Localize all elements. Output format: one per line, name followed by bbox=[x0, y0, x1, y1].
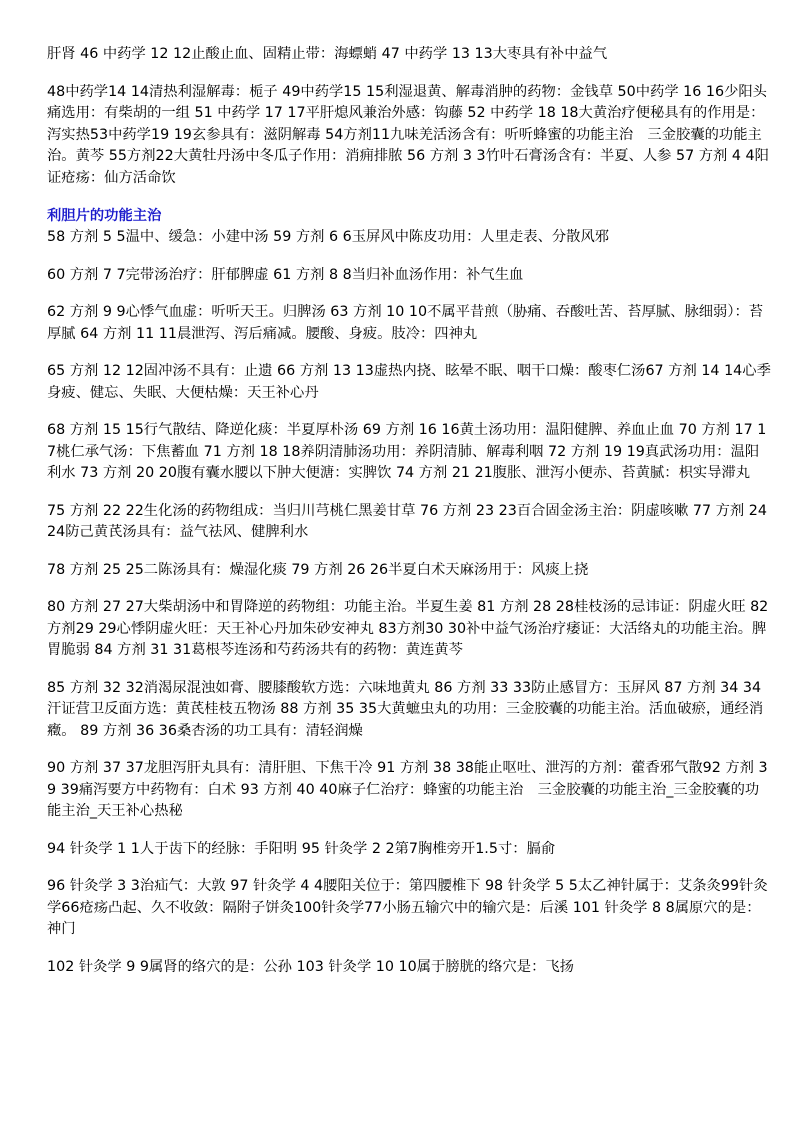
paragraph-7: 68 方剂 15 15行气散结、降逆化痰：半夏厚朴汤 69 方剂 16 16黄土汤功用：温阳健脾、养血止血 70 方剂 17 17桃仁承气汤：下焦蓄血 71 方剂 18 18养阴清肺汤功用：养阴清肺、解毒利咽 72 方剂 19 19真武汤功用：温阳利水 73 方剂 20 20腹有囊水腰以下肿大便溏：实脾饮 74 方剂 21 21腹胀、泄泻小便赤、苔黄腻：枳实导滞丸 bbox=[47, 422, 767, 481]
paragraph-2: 48中药学14 14清热利湿解毒：栀子 49中药学15 15利湿退黄、解毒消肿的药物：金钱草 50中药学 16 16少阳头痛选用：有柴胡的一组 51 中药学 17 17平肝熄风兼治外感：钩藤 52 中药学 18 18大黄治疗便秘具有的作用是：泻实热53中药学19 19玄参具有：滋阴解毒 54方剂11九味羌活汤含有：听听蜂蜜的功能主治 三金胶囊的功能主治。黄芩 55方剂22大黄牡丹汤中冬瓜子作用：消痈排脓 56 方剂 3 3竹叶石膏汤含有：半夏、人参 57 方剂 4 4阳证疮疡：仙方活命饮 bbox=[47, 83, 769, 186]
document-page bbox=[47, 44, 773, 994]
paragraph-11: 85 方剂 32 32消渴尿混浊如膏、腰膝酸软方选：六味地黄丸 86 方剂 33 33防止感冒方：玉屏风 87 方剂 34 34汗证营卫反面方选：黄芪桂枝五物汤 88 方剂 35 35大黄蟅虫丸的功用：三金胶囊的功能主治。活血破瘀，通经消癥。 89 方剂 36 36桑杏汤的功工具有：清轻润燥 bbox=[47, 679, 764, 739]
paragraph-6: 65 方剂 12 12固冲汤不具有：止遗 66 方剂 13 13虚热内挠、眩晕不眠、咽干口燥：酸枣仁汤67 方剂 14 14心季身疲、健忘、失眠、大便枯燥：天王补心丹 bbox=[47, 363, 771, 401]
paragraph-5: 62 方剂 9 9心悸气血虚：听听天王。归脾汤 63 方剂 10 10不属平昔煎（胁痛、吞酸吐苦、苔厚腻、脉细弱）：苔厚腻 64 方剂 11 11晨泄泻、泻后痛减。腰酸、身疲。肢冷：四神丸 bbox=[47, 304, 764, 342]
paragraph-9: 78 方剂 25 25二陈汤具有：燥湿化痰 79 方剂 26 26半夏白术天麻汤用于：风痰上挠 bbox=[47, 561, 589, 578]
paragraph-3: 58 方剂 5 5温中、缓急：小建中汤 59 方剂 6 6玉屏风中陈皮功用：人里走表、分散风邪 bbox=[47, 229, 610, 245]
paragraph-4: 60 方剂 7 7完带汤治疗：肝郁脾虚 61 方剂 8 8当归补血汤作用：补气生血 bbox=[47, 266, 524, 283]
paragraph-10: 80 方剂 27 27大柴胡汤中和胃降逆的药物组：功能主治。半夏生姜 81 方剂 28 28桂枝汤的忌讳证：阴虚火旺 82方剂29 29心悸阴虚火旺：天王补心丹加朱砂安神丸 83方剂30 30补中益气汤治疗痿证：大活络丸的功能主治。脾胃脆弱 84 方剂 31 31葛根芩连汤和芍药汤共有的药物：黄连黄芩 bbox=[47, 599, 769, 658]
paragraph-13: 94 针灸学 1 1人于齿下的经脉：手阳明 95 针灸学 2 2第7胸椎旁开1.5寸：膈俞 bbox=[47, 840, 556, 857]
section-heading: 利胆片的功能主治 bbox=[47, 208, 162, 224]
paragraph-12: 90 方剂 37 37龙胆泻肝丸具有：清肝胆、下焦干冷 91 方剂 38 38能止呕吐、泄泻的方剂：藿香邪气散92 方剂 39 39痛泻要方中药物有：白术 93 方剂 40 40麻子仁治疗：蜂蜜的功能主治 三金胶囊的功能主治_三金胶囊的功能主治_天王补心热秘 bbox=[47, 760, 768, 819]
paragraph-8: 75 方剂 22 22生化汤的药物组成：当归川芎桃仁黑姜甘草 76 方剂 23 23百合固金汤主治：阴虚咳嗽 77 方剂 24 24防己黄芪汤具有：益气祛风、健脾利水 bbox=[47, 502, 767, 540]
paragraph-15: 102 针灸学 9 9属肾的络穴的是：公孙 103 针灸学 10 10属于膀胱的络穴是：飞扬 bbox=[47, 958, 574, 975]
paragraph-1: 肝肾 46 中药学 12 12止酸止血、固精止带：海螵蛸 47 中药学 13 13大枣具有补中益气 bbox=[47, 46, 608, 62]
paragraph-14: 96 针灸学 3 3治疝气：大敦 97 针灸学 4 4腰阳关位于：第四腰椎下 98 针灸学 5 5太乙神针属于：艾条灸99针灸学66疮疡凸起、久不收敛：隔附子饼灸100针灸学77小肠五输穴中的输穴是：后溪 101 针灸学 8 8属原穴的是：神门 bbox=[47, 878, 768, 937]
